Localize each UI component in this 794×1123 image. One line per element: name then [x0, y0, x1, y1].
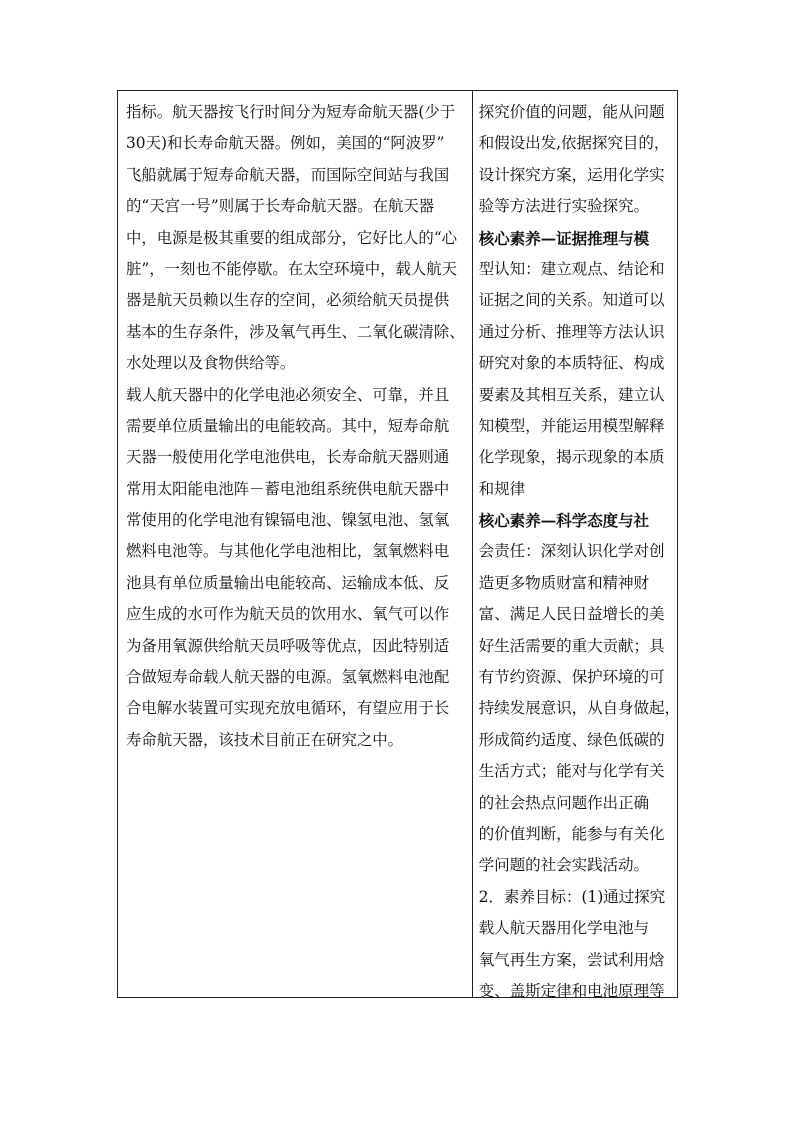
left-cell-background-text: [118, 91, 473, 997]
right-column-line: 好生活需要的重大贡献；具: [478, 636, 665, 655]
left-column-line: 器是航天员赖以生存的空间，必须给航天员提供: [126, 291, 450, 310]
left-column-line: 的“天宫一号”则属于长寿命航天器。在航天器: [126, 197, 435, 216]
left-column-line: 指标。航天器按飞行时间分为短寿命航天器(少于: [126, 103, 456, 121]
right-column-line: 通过分析、推理等方法认识: [478, 322, 665, 341]
right-column-line: 的价值判断，能参与有关化: [478, 824, 665, 843]
left-column-line: 中，电源是极其重要的组成部分，它好比人的“心: [126, 228, 458, 247]
right-column-line: 化学现象，揭示现象的本质: [478, 448, 665, 467]
right-column-line: 设计探究方案，运用化学实: [478, 165, 665, 184]
right-column-line: 2．素养目标：(1)通过探究: [478, 887, 666, 906]
right-column-line: 核心素养—科学态度与社: [478, 511, 650, 531]
left-column-line: 脏”，一刻也不能停歇。在太空环境中，载人航天: [126, 259, 458, 278]
right-column-line: 研究对象的本质特征、构成: [478, 354, 665, 373]
left-column-line: 水处理以及食物供给等。: [126, 354, 296, 373]
right-column-line: 要素及其相互关系，建立认: [478, 385, 665, 404]
right-column-line: 变、盖斯定律和电池原理等: [478, 981, 665, 1000]
right-column-line: 会责任：深刻认识化学对创: [478, 542, 665, 561]
left-column-line: 为备用氧源供给航天员呼吸等优点，因此特别适: [126, 636, 450, 655]
left-column-line: 合做短寿命载人航天器的电源。氢氧燃料电池配: [126, 668, 450, 687]
right-column-line: 和规律: [478, 479, 526, 498]
right-column-line: 造更多物质财富和精神财: [478, 573, 650, 592]
right-column-line: 和假设出发,依据探究目的，: [478, 134, 670, 153]
right-column-line: 载人航天器用化学电池与: [478, 919, 650, 938]
right-column-line: 验等方法进行实验探究。: [478, 197, 650, 216]
left-column-line: 寿命航天器，该技术目前正在研究之中。: [126, 730, 404, 749]
right-column-line: 学问题的社会实践活动。: [478, 856, 650, 875]
left-column-line: 天器一般使用化学电池供电，长寿命航天器则通: [126, 448, 450, 467]
content-table: [117, 90, 681, 1000]
right-column-line: 型认知：建立观点、结论和: [478, 259, 665, 278]
left-column-line: 飞船就属于短寿命航天器，而国际空间站与我国: [126, 165, 450, 184]
right-column-line: 形成简约适度、绿色低碳的: [478, 730, 665, 749]
right-column-line: 证据之间的关系。知道可以: [478, 291, 665, 310]
right-column-line: 知模型，并能运用模型解释: [478, 416, 665, 435]
left-column-line: 30天)和长寿命航天器。例如，美国的“阿波罗”: [126, 134, 445, 153]
right-cell-learning-goals: [473, 91, 685, 1000]
left-column-line: 燃料电池等。与其他化学电池相比，氢氧燃料电: [126, 542, 450, 561]
right-column-line: 探究价值的问题，能从问题: [478, 103, 665, 121]
right-column-line: 持续发展意识，从自身做起，: [478, 699, 681, 718]
left-column-line: 基本的生存条件，涉及氧气再生、二氧化碳清除、: [126, 322, 465, 341]
left-column-line: 应生成的水可作为航天员的饮用水、氧气可以作: [126, 605, 450, 624]
right-column-line: 氧气再生方案，尝试利用焓: [478, 950, 665, 969]
right-column-line: 富、满足人民日益增长的美: [478, 605, 665, 624]
left-column-line: 常用太阳能电池阵－蓄电池组系统供电航天器中: [126, 479, 450, 498]
left-column-line: 池具有单位质量输出电能较高、运输成本低、反: [126, 573, 450, 592]
right-column-line: 有节约资源、保护环境的可: [478, 668, 665, 687]
left-column-line: 常使用的化学电池有镍镉电池、镍氢电池、氢氧: [126, 511, 450, 530]
left-column-line: 载人航天器中的化学电池必须安全、可靠，并且: [126, 385, 450, 404]
right-column-line: 核心素养—证据推理与模: [478, 228, 650, 248]
left-column-line: 需要单位质量输出的电能较高。其中，短寿命航: [126, 416, 450, 435]
right-column-line: 生活方式；能对与化学有关: [478, 762, 665, 781]
left-column-line: 合电解水装置可实现充放电循环，有望应用于长: [126, 699, 450, 718]
right-column-line: 的社会热点问题作出正确: [478, 793, 650, 812]
